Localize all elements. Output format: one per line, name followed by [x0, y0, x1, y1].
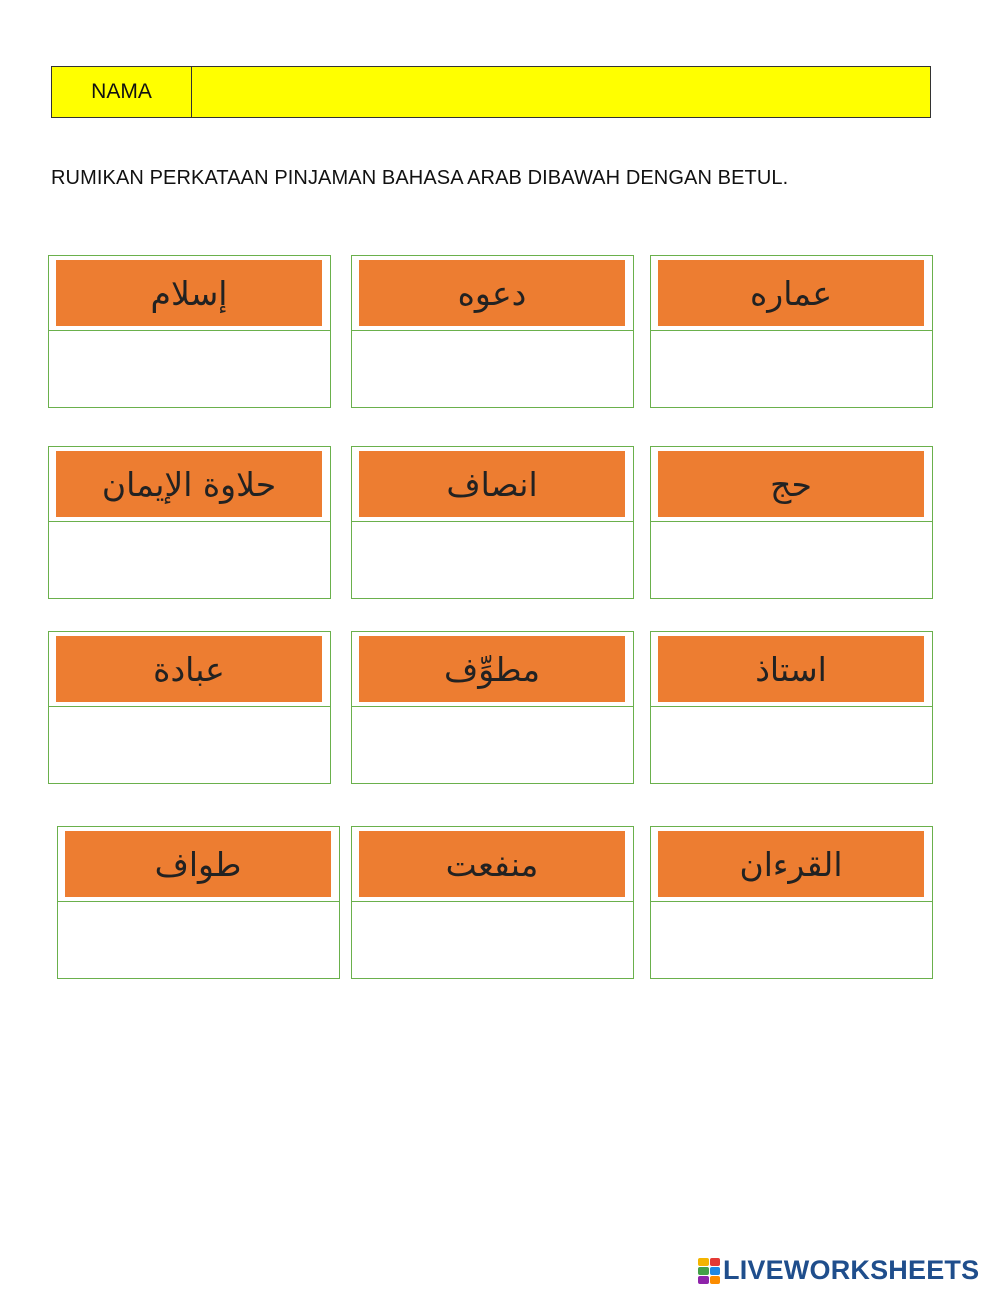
word-card	[57, 826, 340, 979]
answer-input[interactable]	[51, 523, 328, 596]
arabic-word: طواف	[65, 831, 331, 897]
liveworksheets-logo[interactable]	[698, 1255, 979, 1286]
arabic-word: عبادة	[56, 636, 322, 702]
arabic-word: دعوه	[359, 260, 625, 326]
answer-input[interactable]	[354, 332, 631, 405]
arabic-word: عماره	[658, 260, 924, 326]
word-card	[48, 255, 331, 408]
liveworksheets-logo-icon	[698, 1258, 720, 1284]
word-card	[48, 631, 331, 784]
word-card	[351, 255, 634, 408]
answer-input[interactable]	[354, 903, 631, 976]
card-divider	[352, 521, 633, 522]
word-card	[650, 255, 933, 408]
arabic-word: استاذ	[658, 636, 924, 702]
answer-input[interactable]	[354, 523, 631, 596]
card-divider	[49, 521, 330, 522]
answer-input[interactable]	[653, 332, 930, 405]
name-input[interactable]	[192, 67, 930, 117]
word-card	[650, 631, 933, 784]
card-divider	[352, 706, 633, 707]
card-divider	[651, 901, 932, 902]
arabic-word: حج	[658, 451, 924, 517]
card-divider	[651, 330, 932, 331]
answer-input[interactable]	[60, 903, 337, 976]
card-divider	[58, 901, 339, 902]
name-box	[51, 66, 931, 118]
instruction-text: RUMIKAN PERKATAAN PINJAMAN BAHASA ARAB DIBAWAH DENGAN BETUL.	[51, 167, 789, 189]
logo-text: LIVEWORKSHEETS	[723, 1255, 980, 1285]
answer-input[interactable]	[354, 708, 631, 781]
answer-input[interactable]	[653, 523, 930, 596]
card-divider	[651, 706, 932, 707]
card-divider	[352, 901, 633, 902]
arabic-word: حلاوة الإيمان	[56, 451, 322, 517]
word-card	[351, 631, 634, 784]
answer-input[interactable]	[51, 332, 328, 405]
answer-input[interactable]	[653, 903, 930, 976]
arabic-word: إسلام	[56, 260, 322, 326]
answer-input[interactable]	[653, 708, 930, 781]
word-card	[351, 826, 634, 979]
word-card	[650, 826, 933, 979]
card-divider	[352, 330, 633, 331]
answer-input[interactable]	[51, 708, 328, 781]
arabic-word: منفعت	[359, 831, 625, 897]
card-divider	[651, 521, 932, 522]
word-card	[48, 446, 331, 599]
word-card	[351, 446, 634, 599]
card-divider	[49, 706, 330, 707]
card-divider	[49, 330, 330, 331]
arabic-word: القرءان	[658, 831, 924, 897]
name-label: NAMA	[52, 67, 192, 117]
word-card	[650, 446, 933, 599]
arabic-word: انصاف	[359, 451, 625, 517]
arabic-word: مطوِّف	[359, 636, 625, 702]
